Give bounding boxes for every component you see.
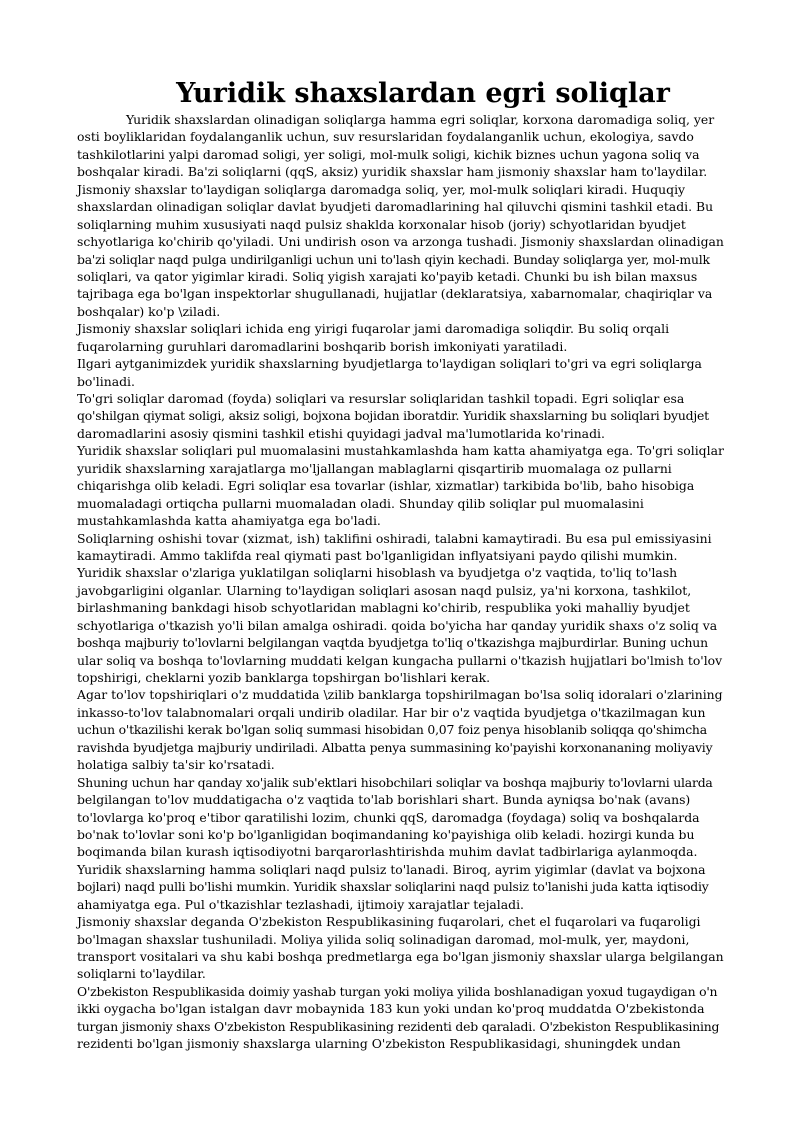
text-line: qo'shilgan qiymat soligi, aksiz soligi, bojxona bojidan iboratdir. Yuridik shaxslarning bu soliqlari byudjet [77, 408, 709, 424]
text-line: Shuning uchun har qanday xo'jalik sub'ektlari hisobchilari soliqlar va boshqa majburiy to'lovlarni ularda [77, 774, 713, 790]
text-line: O'zbekiston Respublikasida doimiy yashab turgan yoki moliya yilida boshlanadigan yoxud tugaydigan o'n [77, 983, 718, 999]
text-line: Ilgari aytganimizdek yuridik shaxslarning byudjetlarga to'laydigan soliqlari to'gri va egri soliqlarga [77, 356, 702, 372]
text-line: Jismoniy shaxslar to'laydigan soliqlarga daromadga soliq, yer, mol-mulk soliqlari kiradi. Huquqiy [77, 181, 686, 197]
text-line: Agar to'lov topshiriqlari o'z muddatida \zilib banklarga topshirilmagan bo'lsa soliq idoralari o'zlarining [77, 687, 723, 703]
text-line: schyotlariga o'tkazish yo'li bilan amalga oshiradi. qoida bo'yicha har qanday yuridik shaxs o'z soliq va [77, 617, 718, 633]
text-line: bo'linadi. [77, 373, 135, 389]
text-line: ahamiyatga ega. Pul o'tkazishlar tezlashadi, ijtimoiy xarajatlar tejaladi. [77, 896, 524, 912]
text-line: holatiga salbiy ta'sir ko'rsatadi. [77, 757, 275, 773]
text-line: boqimanda bilan kurash iqtisodiyotni barqarorlashtirishda muhim davlat tadbirlariga aylanmoqda. [77, 844, 698, 860]
text-line: bo'nak to'lovlar soni ko'p bo'lganligidan boqimandaning ko'payishiga olib keladi. hozirgi kunda bu [77, 826, 695, 842]
text-line: topshirigi, cheklarni yozib banklarga topshirgan bo'lishlari kerak. [77, 670, 491, 685]
text-line: uchun o'tkazilishi kerak bo'lgan soliq summasi hisobidan 0,07 foiz penya hisoblanib soliqqa qo'shimcha [77, 722, 707, 738]
text-line: fuqarolarning guruhlari daromadlarini boshqarib borish imkoniyati yaratiladi. [77, 338, 568, 354]
text-line: to'lovlarga ko'proq e'tibor qaratilishi lozim, chunki qqS, daromadga (foydaga) soliq va boshqalarda [77, 809, 700, 825]
text-line: To'gri soliqlar daromad (foyda) soliqlari va resurslar soliqlaridan tashkil topadi. Egri soliqlar esa [77, 391, 685, 406]
text-line: boshqa majburiy to'lovlarni belgilangan vaqtda byudjetga to'liq o'tkazishga majburdirlar. Buning uchun [77, 635, 708, 651]
text-line: ba'zi soliqlar naqd pulga undirilganligi uchun uni to'lash qiyin kechadi. Bunday soliqlarga yer, mol-mulk [77, 251, 710, 267]
text-line: mustahkamlashda katta ahamiyatga ega bo'ladi. [77, 513, 381, 529]
text-line: Yuridik shaxslarning hamma soliqlari naqd pulsiz to'lanadi. Biroq, ayrim yigimlar (davlat va bojxona [77, 861, 706, 877]
text-line: kamaytiradi. Ammo taklifda real qiymati past bo'lganligidan inflyatsiyani paydo qilishi mumkin. [77, 547, 678, 563]
text-line: osti boyliklaridan foydalanganlik uchun, suv resurslaridan foydalanganlik uchun, ekologiya, savdo [77, 129, 694, 145]
text-line: javobgarligini olganlar. Ularning to'laydigan soliqlari asosan naqd pulsiz, ya'ni korxona, tashkilot, [77, 582, 692, 598]
text-line: belgilangan to'lov muddatigacha o'z vaqtida to'lab borishlari shart. Bunda ayniqsa bo'nak (avans) [77, 792, 691, 808]
text-line: tajribaga ega bo'lgan inspektorlar shugullanadi, hujjatlar (deklaratsiya, xabarnomalar, chaqiriqlar va [77, 286, 713, 302]
text-line: turgan jismoniy shaxs O'zbekiston Respublikasining rezidenti deb qaraladi. O'zbekiston Respublikasining [77, 1018, 720, 1034]
text-line: boshqalar) ko'p \ziladi. [77, 303, 221, 319]
text-line: shaxslardan olinadigan soliqlar davlat byudjeti daromadlarining hal qiluvchi qismini tashkil etadi. Bu [77, 199, 714, 215]
text-line: muomaladagi ortiqcha pullarni muomaladan oladi. Shunday qilib soliqlar pul muomalasini [77, 495, 644, 511]
text-line: ikki oygacha bo'lgan istalgan davr mobaynida 183 kun yoki undan ko'proq muddatda O'zbekistonda [77, 1001, 705, 1017]
text-line: schyotlariga ko'chirib qo'yiladi. Uni undirish oson va arzonga tushadi. Jismoniy shaxslardan olinadigan [77, 234, 724, 250]
text-line: ravishda byudjetga majburiy undiriladi. Albatta penya summasining ko'payishi korxonananing moliyaviy [77, 739, 713, 755]
text-line: bojlari) naqd pulli bo'lishi mumkin. Yuridik shaxslar soliqlarini naqd pulsiz to'lanishi juda katta iqtisodiy [77, 879, 709, 895]
text-line: inkasso-to'lov talabnomalari orqali undirib oladilar. Har bir o'z vaqtida byudjetga o'tkazilmagan kun [77, 704, 706, 720]
document-body [77, 111, 725, 1053]
text-line: Soliqlarning oshishi tovar (xizmat, ish) taklifini oshiradi, talabni kamaytiradi. Bu esa pul emissiyasini [77, 530, 712, 546]
text-line: transport vositalari va shu kabi boshqa predmetlarga ega bo'lgan jismoniy shaxslar ularga belgilangan [77, 949, 724, 964]
text-line: bo'lmagan shaxslar tushuniladi. Moliya yilida soliq solinadigan daromad, mol-mulk, yer, maydoni, [77, 931, 690, 947]
text-line: Yuridik shaxslar soliqlari pul muomalasini mustahkamlashda ham katta ahamiyatga ega. To'gri soliqlar [77, 443, 724, 459]
text-line: Jismoniy shaxslar deganda O'zbekiston Respublikasining fuqarolari, chet el fuqarolari va fuqaroligi [77, 914, 701, 930]
text-line: yuridik shaxslarning xarajatlarga mo'ljallangan mablaglarni qisqartirib muomalaga oz pullarni [77, 460, 672, 476]
text-line: daromadlarini asosiy qismini tashkil etishi quyidagi jadval ma'lumotlarida ko'rinadi. [77, 425, 605, 441]
text-line: tashkilotlarini yalpi daromad soligi, yer soligi, mol-mulk soligi, kichik biznes uchun yagona soliq va [77, 146, 700, 162]
text-line: Yuridik shaxslar o'zlariga yuklatilgan soliqlarni hisoblash va byudjetga o'z vaqtida, to'liq to'lash [77, 565, 678, 581]
page-title: Yuridik shaxslardan egri soliqlar [176, 78, 670, 109]
text-line: chiqarishga olib keladi. Egri soliqlar esa tovarlar (ishlar, xizmatlar) tarkibida bo'lib, baho hisobiga [77, 478, 695, 494]
text-line: soliqlari, va qator yigimlar kiradi. Soliq yigish xarajati ko'payib ketadi. Chunki bu ish bilan maxsus [77, 268, 698, 284]
text-line: ular soliq va boshqa to'lovlarning muddati kelgan kungacha pullarni o'tkazish hujjatlari bo'lmish to'lov [77, 652, 723, 668]
text-line: Yuridik shaxslardan olinadigan soliqlarga hamma egri soliqlar, korxona daromadiga soliq, yer [126, 112, 715, 127]
text-line: rezidenti bo'lgan jismoniy shaxslarga ularning O'zbekiston Respublikasidagi, shuningdek undan [77, 1036, 681, 1052]
text-line: soliqlarning muhim xususiyati naqd pulsiz shaklda korxonalar hisob (joriy) schyotlaridan byudjet [77, 216, 686, 232]
text-line: Jismoniy shaxslar soliqlari ichida eng yirigi fuqarolar jami daromadiga soliqdir. Bu soliq orqali [77, 321, 670, 337]
text-line: birlashmaning bankdagi hisob schyotlaridan mablagni ko'chirib, respublika yoki mahalliy byudjet [77, 600, 690, 616]
text-line: boshqalar kiradi. Ba'zi soliqlarni (qqS, aksiz) yuridik shaxslar ham jismoniy shaxslar ham to'laydilar. [77, 164, 708, 180]
text-line: soliqlarni to'laydilar. [77, 966, 206, 982]
